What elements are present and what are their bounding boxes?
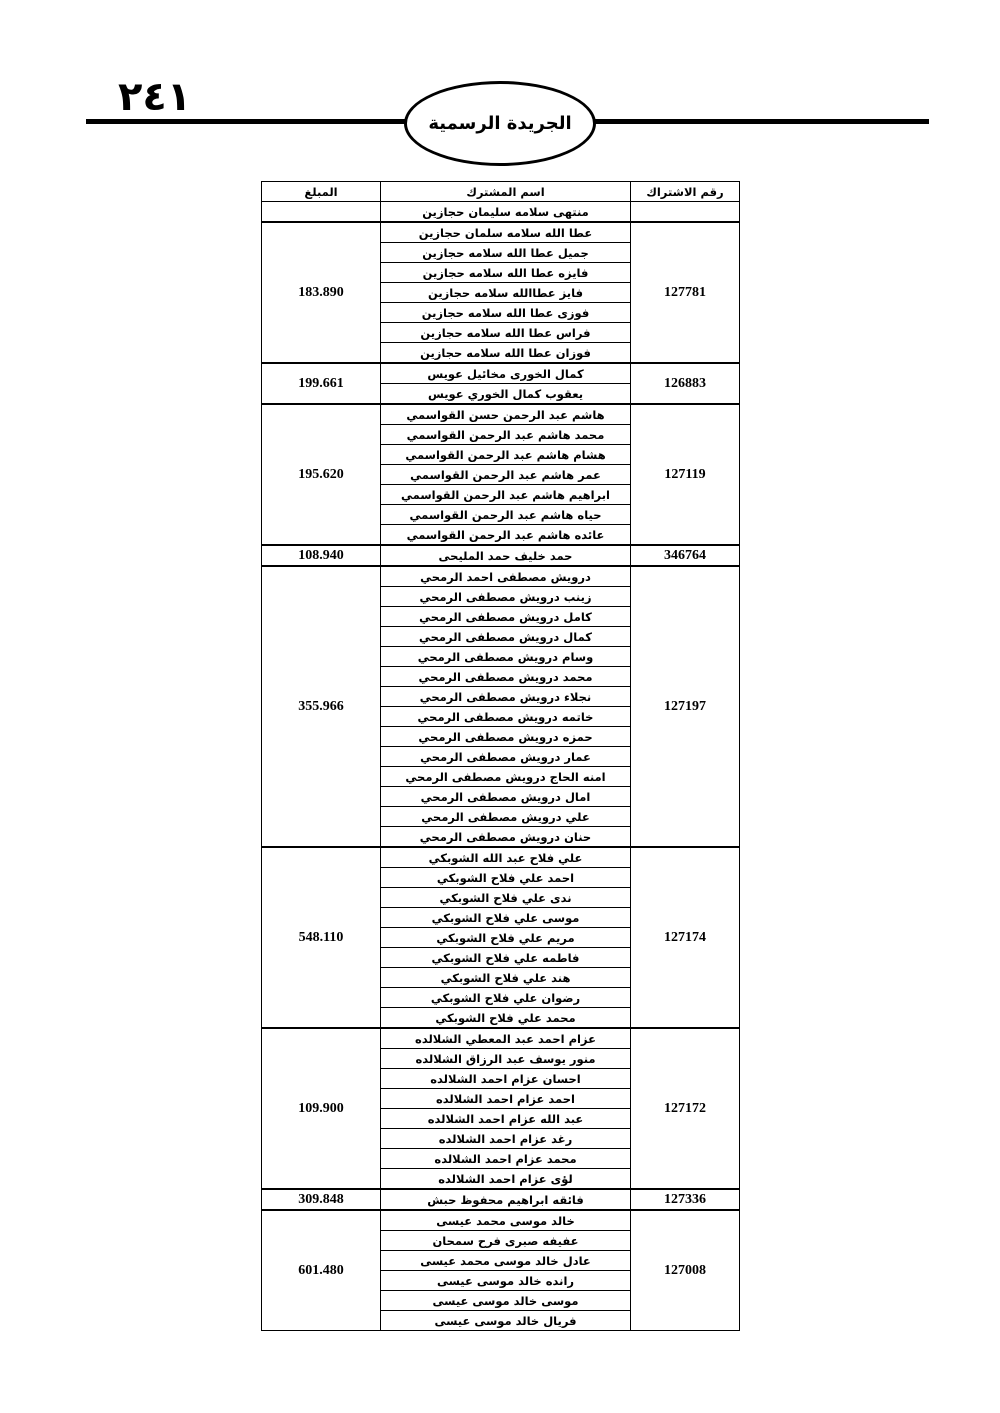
table-body [262, 202, 740, 1331]
table-row [262, 202, 740, 223]
amount-cell: 195.620 [262, 404, 381, 545]
subscriber-name-cell: زينب درويش مصطفى الرمحي [381, 587, 631, 607]
subscriber-name-cell: هند علي فلاح الشوبكي [381, 968, 631, 988]
subscriber-name-cell: فراس عطا الله سلامه حجازين [381, 323, 631, 343]
table-row [262, 222, 740, 243]
subscriber-name-cell: نجلاء درويش مصطفى الرمحي [381, 687, 631, 707]
table-row [262, 1028, 740, 1049]
amount-cell: 548.110 [262, 847, 381, 1028]
amount-cell: 199.661 [262, 363, 381, 404]
subscriber-name-cell: حنان درويش مصطفى الرمحي [381, 827, 631, 848]
subscriber-name-cell: حياه هاشم عبد الرحمن القواسمي [381, 505, 631, 525]
subscription-number-cell: 346764 [631, 545, 740, 566]
subscriber-name-cell: حمد خليف حمد المليحى [381, 545, 631, 566]
subscriber-name-cell: عبد الله عزام احمد الشلالده [381, 1109, 631, 1129]
subscriber-name-cell: عائده هاشم عبد الرحمن القواسمي [381, 525, 631, 546]
subscriber-name-cell: خالد موسى محمد عيسى [381, 1210, 631, 1231]
subscriber-name-cell: وسام درويش مصطفى الرمحي [381, 647, 631, 667]
subscription-number-cell: 127174 [631, 847, 740, 1028]
subscriber-name-cell: محمد هاشم عبد الرحمن القواسمي [381, 425, 631, 445]
subscriber-name-cell: امنه الحاج درويش مصطفى الرمحي [381, 767, 631, 787]
gazette-title-oval [404, 81, 596, 166]
table-header-row [262, 182, 740, 202]
column-header-subscriber-name: اسم المشترك [381, 182, 631, 202]
subscriber-name-cell: هشام هاشم عبد الرحمن القواسمي [381, 445, 631, 465]
subscriber-name-cell: مريم علي فلاح الشوبكي [381, 928, 631, 948]
column-header-subscription-no: رقم الاشتراك [631, 182, 740, 202]
subscriber-name-cell: يعقوب كمال الخوري عويس [381, 384, 631, 405]
subscription-number-cell [631, 202, 740, 223]
table-row [262, 847, 740, 868]
subscriber-name-cell: لؤى عزام احمد الشلالده [381, 1169, 631, 1190]
page-number: ٢٤١ [118, 74, 192, 120]
subscriber-name-cell: جميل عطا الله سلامه حجازين [381, 243, 631, 263]
subscription-number-cell: 127119 [631, 404, 740, 545]
subscriber-name-cell: امال درويش مصطفى الرمحي [381, 787, 631, 807]
subscriber-name-cell: عفيفه صبرى فرح سمحان [381, 1231, 631, 1251]
subscriber-name-cell: ندى علي فلاح الشوبكي [381, 888, 631, 908]
subscriber-name-cell: ابراهيم هاشم عبد الرحمن القواسمي [381, 485, 631, 505]
amount-cell: 601.480 [262, 1210, 381, 1331]
table-row [262, 1189, 740, 1210]
subscriber-name-cell: عمار درويش مصطفى الرمحي [381, 747, 631, 767]
amount-cell [262, 202, 381, 223]
subscriber-name-cell: منور يوسف عبد الرزاق الشلالده [381, 1049, 631, 1069]
subscriber-name-cell: عمر هاشم عبد الرحمن القواسمي [381, 465, 631, 485]
subscriber-name-cell: فريال خالد موسى عيسى [381, 1311, 631, 1331]
table-row [262, 566, 740, 587]
subscriber-name-cell: محمد عزام احمد الشلالده [381, 1149, 631, 1169]
subscriber-name-cell: رغد عزام احمد الشلالده [381, 1129, 631, 1149]
gazette-title: الجريدة الرسمية [428, 113, 572, 134]
subscriber-name-cell: رانده خالد موسى عيسى [381, 1271, 631, 1291]
subscription-number-cell: 127008 [631, 1210, 740, 1331]
subscription-number-cell: 127197 [631, 566, 740, 847]
subscriber-name-cell: محمد درويش مصطفى الرمحي [381, 667, 631, 687]
amount-cell: 355.966 [262, 566, 381, 847]
subscriber-name-cell: محمد علي فلاح الشوبكي [381, 1008, 631, 1029]
subscriber-name-cell: عطا الله سلامه سلمان حجازين [381, 222, 631, 243]
subscriber-name-cell: فائقه ابراهيم محفوظ حبش [381, 1189, 631, 1210]
subscriber-name-cell: خاتمه درويش مصطفى الرمحي [381, 707, 631, 727]
table-row [262, 1210, 740, 1231]
subscriber-name-cell: علي درويش مصطفى الرمحي [381, 807, 631, 827]
subscriber-name-cell: كمال درويش مصطفى الرمحي [381, 627, 631, 647]
subscribers-table [261, 181, 740, 1331]
subscriber-name-cell: درويش مصطفى احمد الرمحي [381, 566, 631, 587]
column-header-amount: المبلغ [262, 182, 381, 202]
subscriber-name-cell: عزام احمد عبد المعطي الشلالده [381, 1028, 631, 1049]
subscriber-name-cell: احسان عزام احمد الشلالده [381, 1069, 631, 1089]
amount-cell: 183.890 [262, 222, 381, 363]
subscription-number-cell: 126883 [631, 363, 740, 404]
table-row [262, 404, 740, 425]
subscriber-name-cell: رضوان علي فلاح الشوبكي [381, 988, 631, 1008]
subscriber-name-cell: منتهى سلامه سليمان حجازين [381, 202, 631, 223]
table-row [262, 363, 740, 384]
subscription-number-cell: 127781 [631, 222, 740, 363]
subscriber-name-cell: فايز عطاالله سلامه حجازين [381, 283, 631, 303]
subscription-number-cell: 127336 [631, 1189, 740, 1210]
subscriber-name-cell: فوزان عطا الله سلامه حجازين [381, 343, 631, 364]
subscriber-name-cell: فوزى عطا الله سلامه حجازين [381, 303, 631, 323]
amount-cell: 309.848 [262, 1189, 381, 1210]
subscriber-name-cell: علي فلاح عبد الله الشوبكي [381, 847, 631, 868]
subscriber-name-cell: فايزه عطا الله سلامه حجازين [381, 263, 631, 283]
subscriber-name-cell: موسى علي فلاح الشوبكي [381, 908, 631, 928]
subscriber-name-cell: هاشم عبد الرحمن حسن القواسمي [381, 404, 631, 425]
subscriber-name-cell: فاطمه علي فلاح الشوبكي [381, 948, 631, 968]
subscriber-name-cell: احمد عزام احمد الشلالده [381, 1089, 631, 1109]
subscription-number-cell: 127172 [631, 1028, 740, 1189]
subscriber-name-cell: كمال الخورى مخائيل عويس [381, 363, 631, 384]
table-row [262, 545, 740, 566]
amount-cell: 109.900 [262, 1028, 381, 1189]
subscriber-name-cell: حمزه درويش مصطفى الرمحي [381, 727, 631, 747]
amount-cell: 108.940 [262, 545, 381, 566]
subscriber-name-cell: موسى خالد موسى عيسى [381, 1291, 631, 1311]
subscriber-name-cell: عادل خالد موسى محمد عيسى [381, 1251, 631, 1271]
subscriber-name-cell: كامل درويش مصطفى الرمحي [381, 607, 631, 627]
subscriber-name-cell: احمد علي فلاح الشوبكي [381, 868, 631, 888]
